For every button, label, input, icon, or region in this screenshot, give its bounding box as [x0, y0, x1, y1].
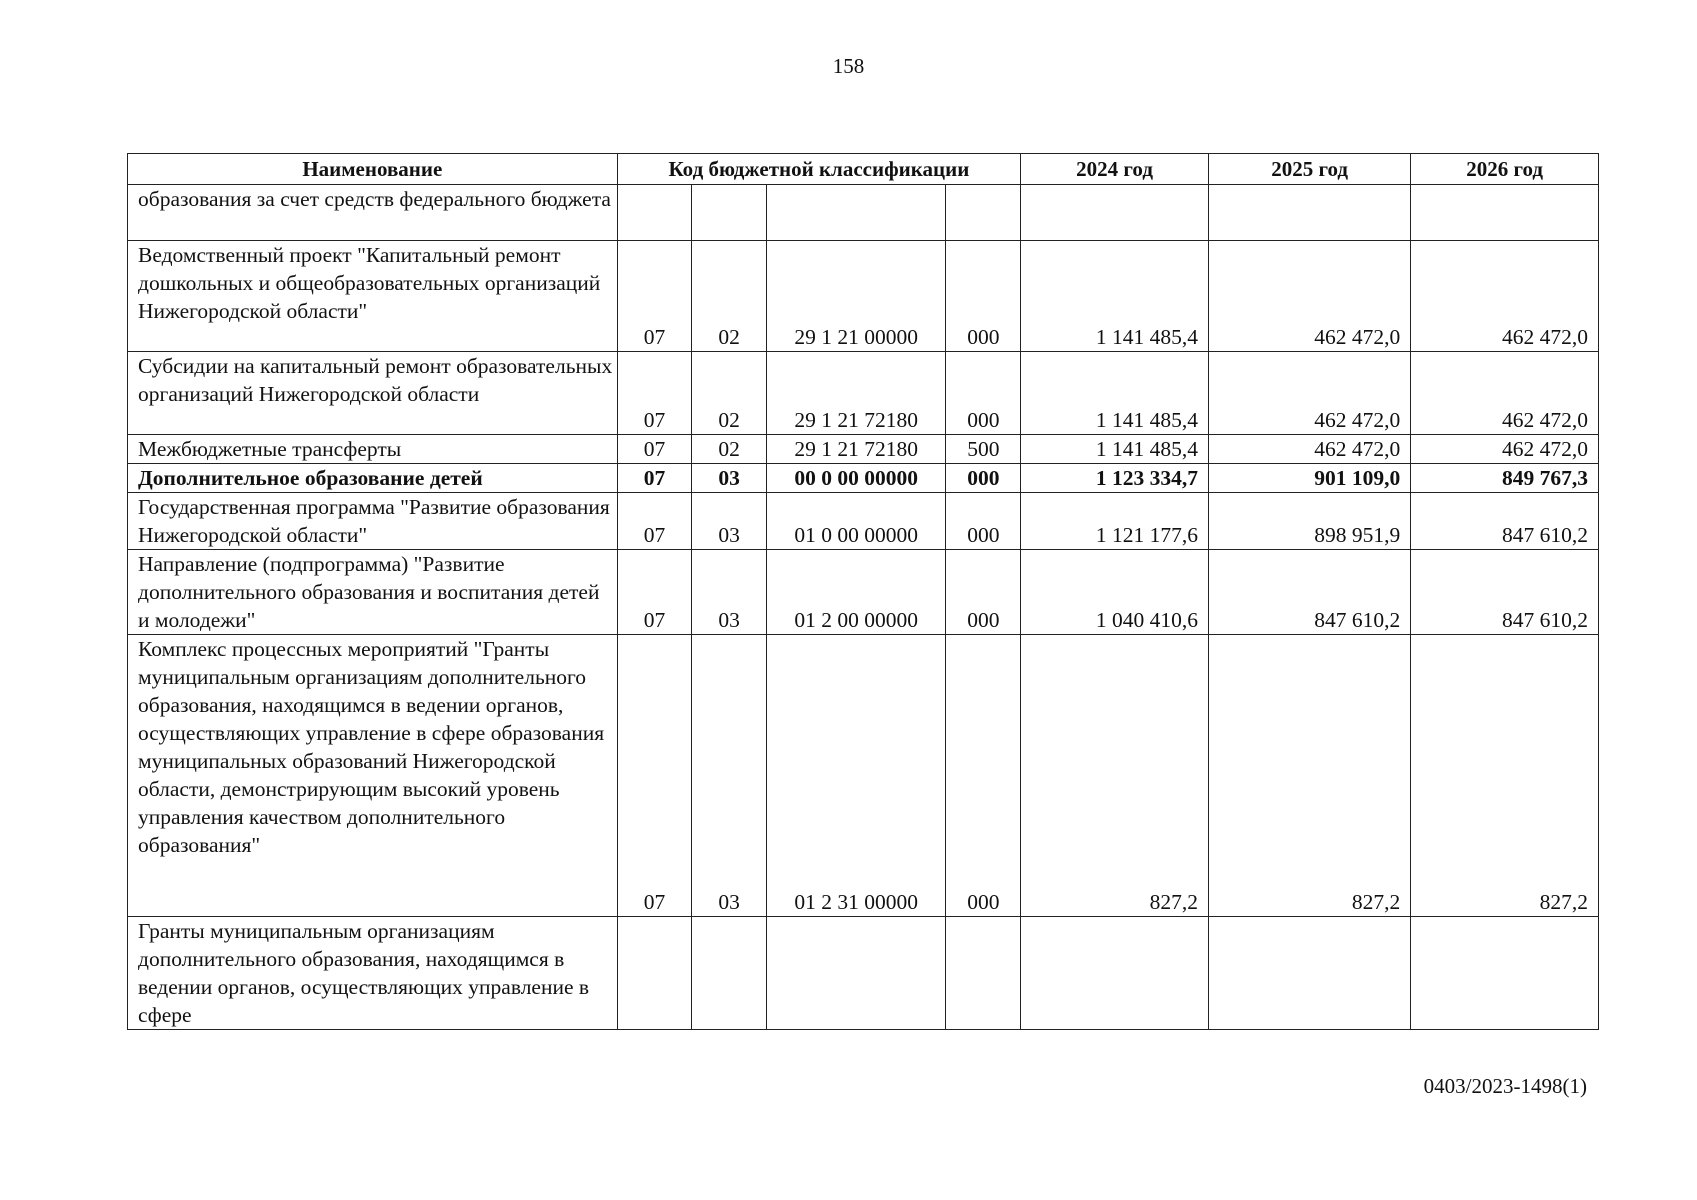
row-section-code [617, 917, 692, 1030]
row-expense-type-code: 000 [946, 550, 1021, 635]
row-expense-type-code: 000 [946, 241, 1021, 352]
row-section-code [617, 185, 692, 241]
row-target-article-code [767, 185, 946, 241]
row-amount-2026: 847 610,2 [1411, 493, 1599, 550]
row-name: Субсидии на капитальный ремонт образовательных организаций Нижегородской области [128, 352, 618, 435]
header-2024: 2024 год [1021, 154, 1209, 185]
row-name: Гранты муниципальным организациям дополнительного образования, находящимся в ведении органов, осуществляющих управление в сфере [128, 917, 618, 1030]
page-number: 158 [832, 54, 865, 78]
table-row [128, 435, 1599, 464]
row-section-code: 07 [617, 352, 692, 435]
row-expense-type-code: 500 [946, 435, 1021, 464]
row-subsection-code: 03 [692, 550, 767, 635]
row-name: Государственная программа "Развитие образования Нижегородской области" [128, 493, 618, 550]
row-amount-2026: 462 472,0 [1411, 435, 1599, 464]
row-target-article-code [767, 917, 946, 1030]
table-header-row [128, 154, 1599, 185]
row-section-code: 07 [617, 464, 692, 493]
row-expense-type-code [946, 917, 1021, 1030]
row-section-code: 07 [617, 550, 692, 635]
row-target-article-code: 01 2 31 00000 [767, 635, 946, 917]
row-target-article-code: 29 1 21 72180 [767, 435, 946, 464]
header-code: Код бюджетной классификации [617, 154, 1021, 185]
row-amount-2024: 1 141 485,4 [1021, 435, 1209, 464]
row-subsection-code: 03 [692, 635, 767, 917]
row-amount-2025: 462 472,0 [1208, 435, 1410, 464]
row-section-code: 07 [617, 493, 692, 550]
row-name: Межбюджетные трансферты [128, 435, 618, 464]
row-target-article-code: 01 2 00 00000 [767, 550, 946, 635]
row-name: Направление (подпрограмма) "Развитие дополнительного образования и воспитания детей и молодежи" [128, 550, 618, 635]
row-amount-2025 [1208, 917, 1410, 1030]
row-subsection-code: 03 [692, 464, 767, 493]
header-2025: 2025 год [1208, 154, 1410, 185]
row-amount-2025: 898 951,9 [1208, 493, 1410, 550]
row-subsection-code [692, 917, 767, 1030]
row-target-article-code: 01 0 00 00000 [767, 493, 946, 550]
row-amount-2026: 462 472,0 [1411, 241, 1599, 352]
row-subsection-code: 02 [692, 241, 767, 352]
row-amount-2026: 462 472,0 [1411, 352, 1599, 435]
row-subsection-code: 02 [692, 352, 767, 435]
row-subsection-code [692, 185, 767, 241]
row-amount-2024: 1 040 410,6 [1021, 550, 1209, 635]
row-target-article-code: 00 0 00 00000 [767, 464, 946, 493]
row-amount-2026: 849 767,3 [1411, 464, 1599, 493]
row-amount-2024: 1 123 334,7 [1021, 464, 1209, 493]
row-expense-type-code: 000 [946, 635, 1021, 917]
row-expense-type-code [946, 185, 1021, 241]
row-amount-2024 [1021, 185, 1209, 241]
row-expense-type-code: 000 [946, 352, 1021, 435]
row-amount-2024: 1 121 177,6 [1021, 493, 1209, 550]
row-amount-2025: 901 109,0 [1208, 464, 1410, 493]
row-amount-2025: 847 610,2 [1208, 550, 1410, 635]
table-row [128, 493, 1599, 550]
row-target-article-code: 29 1 21 00000 [767, 241, 946, 352]
row-section-code: 07 [617, 435, 692, 464]
row-amount-2025: 827,2 [1208, 635, 1410, 917]
row-amount-2024 [1021, 917, 1209, 1030]
table-row [128, 352, 1599, 435]
row-section-code: 07 [617, 241, 692, 352]
header-name: Наименование [128, 154, 618, 185]
row-name: Дополнительное образование детей [128, 464, 618, 493]
row-name: Ведомственный проект "Капитальный ремонт дошкольных и общеобразовательных организаций Нижегородской области" [128, 241, 618, 352]
table-row [128, 464, 1599, 493]
row-amount-2026: 827,2 [1411, 635, 1599, 917]
row-amount-2025 [1208, 185, 1410, 241]
document-code: 0403/2023-1498(1) [1423, 1074, 1587, 1098]
row-amount-2026: 847 610,2 [1411, 550, 1599, 635]
table-row [128, 550, 1599, 635]
table-row [128, 635, 1599, 917]
row-target-article-code: 29 1 21 72180 [767, 352, 946, 435]
row-amount-2026 [1411, 917, 1599, 1030]
row-amount-2025: 462 472,0 [1208, 352, 1410, 435]
row-section-code: 07 [617, 635, 692, 917]
table-row [128, 917, 1599, 1030]
table-row [128, 185, 1599, 241]
row-expense-type-code: 000 [946, 493, 1021, 550]
budget-table [127, 153, 1599, 1030]
row-name: Комплекс процессных мероприятий "Гранты муниципальным организациям дополнительного образования, находящимся в ведении органов, осуществляющих управление в сфере образования муниципальных образований Нижегородской области, демонстрирующим высокий уровень управления качеством дополнительного образования" [128, 635, 618, 917]
row-amount-2024: 1 141 485,4 [1021, 241, 1209, 352]
row-subsection-code: 02 [692, 435, 767, 464]
row-amount-2025: 462 472,0 [1208, 241, 1410, 352]
row-expense-type-code: 000 [946, 464, 1021, 493]
table-row [128, 241, 1599, 352]
row-name: образования за счет средств федерального бюджета [128, 185, 618, 241]
row-amount-2024: 1 141 485,4 [1021, 352, 1209, 435]
header-2026: 2026 год [1411, 154, 1599, 185]
row-amount-2026 [1411, 185, 1599, 241]
row-subsection-code: 03 [692, 493, 767, 550]
row-amount-2024: 827,2 [1021, 635, 1209, 917]
